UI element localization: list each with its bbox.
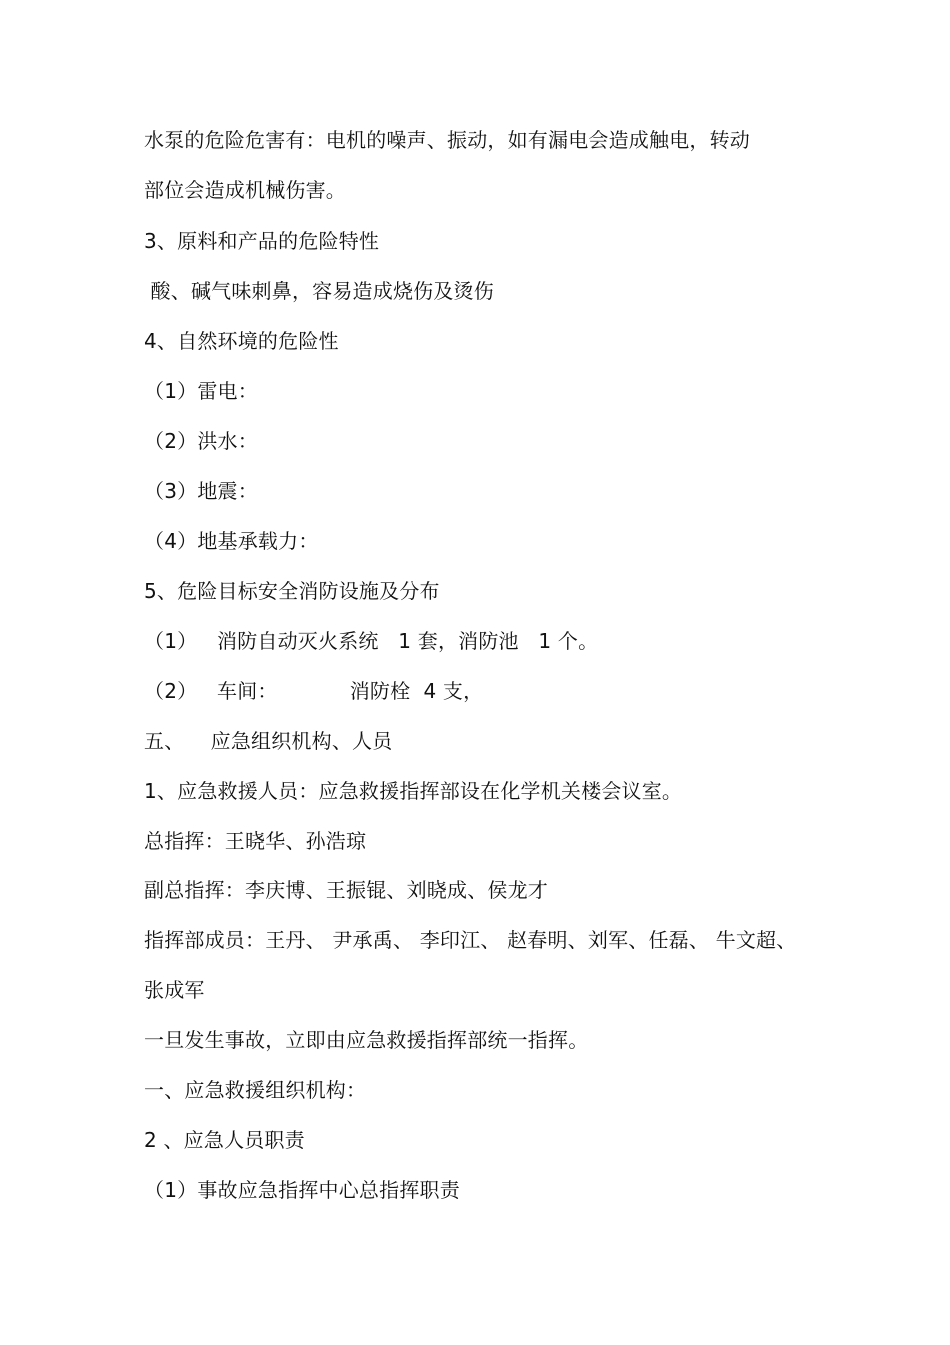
list-item-fire-system: （1） 消防自动灭火系统 1 套，消防池 1 个。 xyxy=(144,629,599,653)
text-line-rescue-personnel: 1、应急救援人员：应急救援指挥部设在化学机关楼会议室。 xyxy=(144,779,683,803)
list-item-lightning: （1）雷电： xyxy=(144,379,258,403)
list-item-chief-duties: （1）事故应急指挥中心总指挥职责 xyxy=(144,1178,460,1202)
text-line-acid-alkali: 酸、碱气味刺鼻，容易造成烧伤及烫伤 xyxy=(144,279,494,303)
list-item-foundation-capacity: （4）地基承载力： xyxy=(144,529,319,553)
list-item-workshop-hydrants: （2） 车间： 消防栓 4 支， xyxy=(144,679,484,703)
section-heading-personnel-duties: 2 、应急人员职责 xyxy=(144,1128,305,1152)
section-heading-emergency-organization: 五、 应急组织机构、人员 xyxy=(144,729,393,753)
text-line-command-members: 指挥部成员：王丹、 尹承禹、 李印江、 赵春明、刘军、任磊、 牛文超、 xyxy=(144,928,797,952)
list-item-earthquake: （3）地震： xyxy=(144,479,258,503)
text-line-accident-command: 一旦发生事故，立即由应急救援指挥部统一指挥。 xyxy=(144,1028,589,1052)
section-heading-materials-hazards: 3、原料和产品的危险特性 xyxy=(144,229,380,253)
text-line-deputy-commanders: 副总指挥：李庆博、王振锟、刘晓成、侯龙才 xyxy=(144,878,548,902)
text-line-command-members-cont: 张成军 xyxy=(144,978,205,1002)
list-item-flood: （2）洪水： xyxy=(144,429,258,453)
section-heading-fire-facilities: 5、危险目标安全消防设施及分布 xyxy=(144,579,440,603)
text-line-pump-hazards: 水泵的危险危害有：电机的噪声、振动，如有漏电会造成触电，转动 xyxy=(144,128,750,152)
text-line-chief-commander: 总指挥：王晓华、孙浩琼 xyxy=(144,829,367,853)
text-line-mechanical-injury: 部位会造成机械伤害。 xyxy=(144,178,346,202)
section-heading-rescue-organization: 一、应急救援组织机构： xyxy=(144,1078,367,1102)
section-heading-natural-environment: 4、自然环境的危险性 xyxy=(144,329,339,353)
